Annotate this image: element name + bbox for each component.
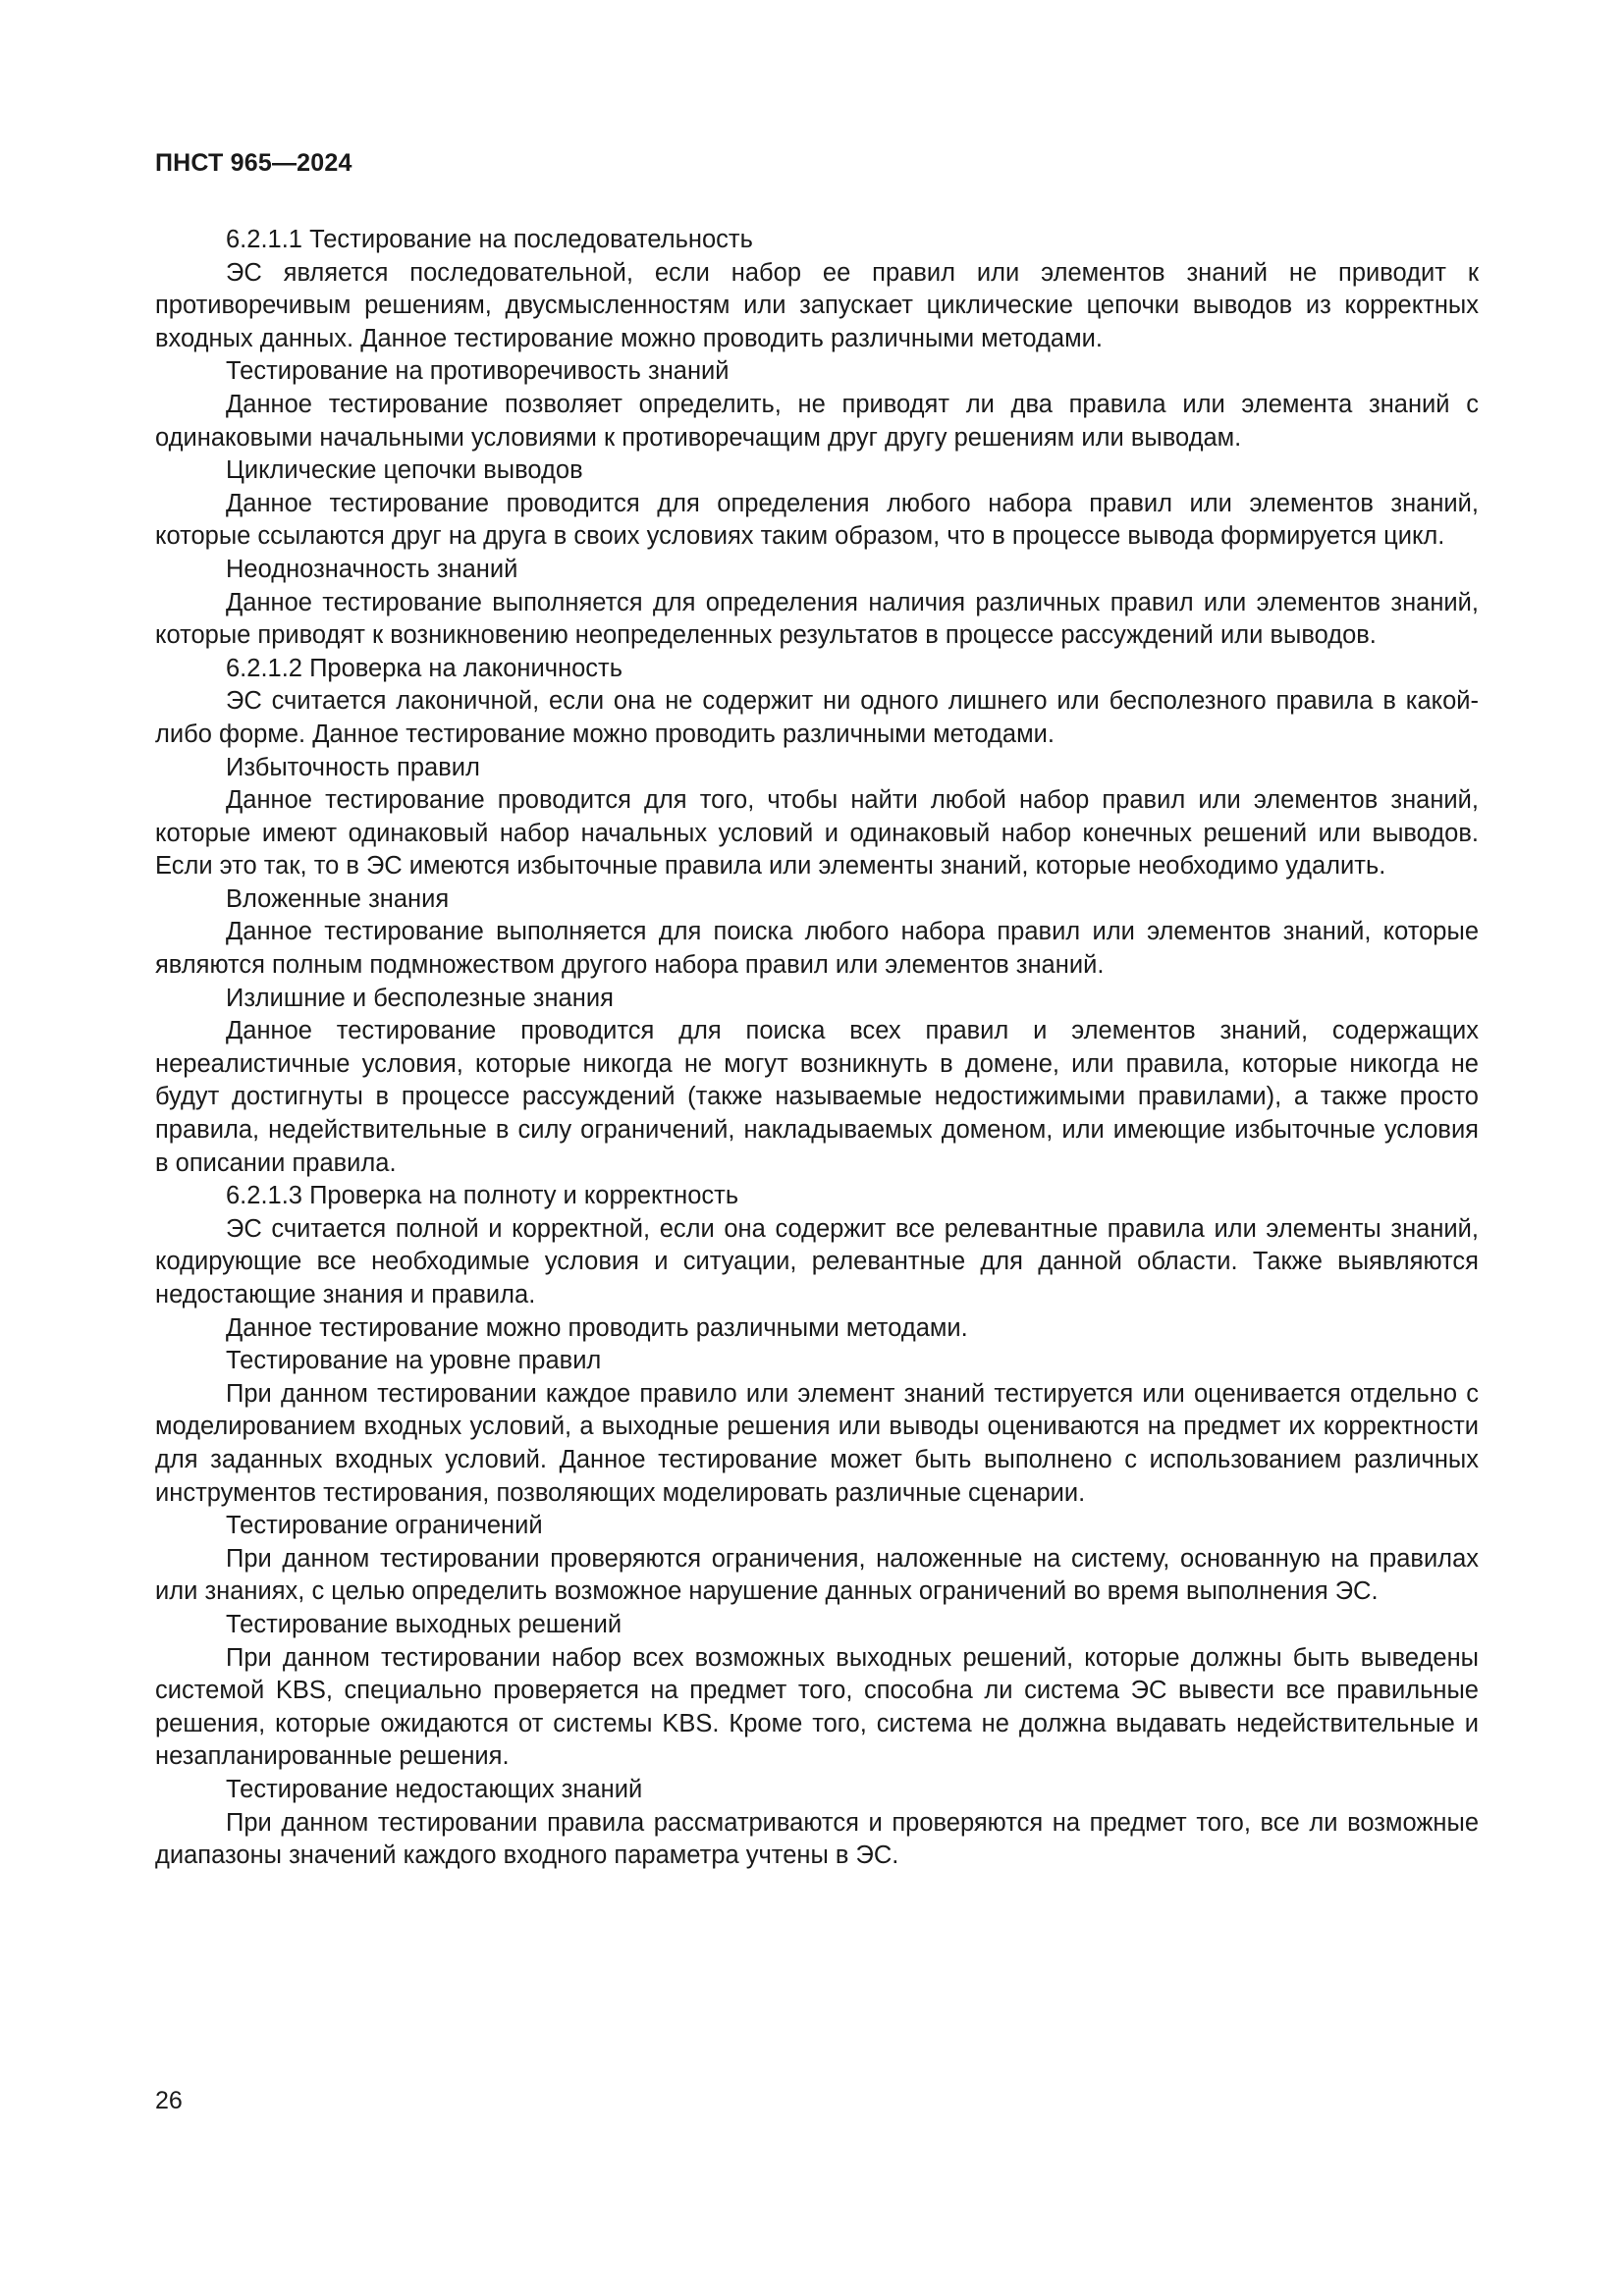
- subsection-heading: Излишние и бесполезные знания: [226, 984, 614, 1012]
- body-paragraph: При данном тестировании каждое правило или элемент знаний тестируется или оценивается отдельно с моделированием входных условий, а выходные решения или выводы оцениваются на предмет их корректности для заданных входных условий. Данное тестирование может быть выполнено с использованием различных инструментов тестирования, позволяющих моделировать различные сценарии.: [155, 1379, 1479, 1507]
- body-paragraph: Данное тестирование позволяет определить, не приводят ли два правила или элемента знаний с одинаковыми начальными условиями к противоречащим друг другу решениям или выводам.: [155, 390, 1479, 452]
- body-paragraph: ЭС считается полной и корректной, если она содержит все релевантные правила или элементы знаний, кодирующие все необходимые условия и ситуации, релевантные для данной области. Также выявляются недостающие знания и правила.: [155, 1214, 1479, 1308]
- body-paragraph: ЭС является последовательной, если набор ее правил или элементов знаний не приводит к противоречивым решениям, двусмысленностям или запускает циклические цепочки выводов из корректных входных данных. Данное тестирование можно проводить различными методами.: [155, 258, 1479, 352]
- body-paragraph: Данное тестирование выполняется для определения наличия различных правил или элементов знаний, которые приводят к возникновению неопределенных результатов в процессе рассуждений или выводов.: [155, 588, 1479, 650]
- body-paragraph: Данное тестирование проводится для поиска всех правил и элементов знаний, содержащих нереалистичные условия, которые никогда не могут возникнуть в домене, или правила, которые никогда не будут достигнуты в процессе рассуждений (также называемые недостижимыми правилами), а также просто правила, недействительные в силу ограничений, накладываемых доменом, или имеющие избыточные условия в описании правила.: [155, 1017, 1479, 1177]
- body-paragraph: Данное тестирование проводится для определения любого набора правил или элементов знаний, которые ссылаются друг на друга в своих условиях таким образом, что в процессе вывода формируется цикл.: [155, 489, 1479, 551]
- body-paragraph: Данное тестирование проводится для того, чтобы найти любой набор правил или элементов знаний, которые имеют одинаковый набор начальных условий и одинаковый набор конечных решений или выводов. Если это так, то в ЭС имеются избыточные правила или элементы знаний, которые необходимо удалить.: [155, 786, 1479, 881]
- subsection-heading: Тестирование на уровне правил: [226, 1347, 602, 1375]
- body-paragraph: Данное тестирование можно проводить различными методами.: [226, 1313, 968, 1342]
- subsection-heading: Тестирование недостающих знаний: [226, 1775, 643, 1803]
- subsection-heading: Неоднозначность знаний: [226, 555, 518, 583]
- subsection-heading: Циклические цепочки выводов: [226, 456, 583, 485]
- subsection-heading: Избыточность правил: [226, 753, 480, 781]
- subsection-heading: Тестирование на противоречивость знаний: [226, 357, 730, 386]
- body-paragraph: ЭС считается лаконичной, если она не содержит ни одного лишнего или бесполезного правила в какой-либо форме. Данное тестирование можно проводить различными методами.: [155, 687, 1479, 748]
- body-paragraph: Данное тестирование выполняется для поиска любого набора правил или элементов знаний, которые являются полным подмножеством другого набора правил или элементов знаний.: [155, 918, 1479, 980]
- section-heading: 6.2.1.3 Проверка на полноту и корректность: [226, 1182, 739, 1210]
- section-heading: 6.2.1.2 Проверка на лаконичность: [226, 654, 623, 682]
- section-heading: 6.2.1.1 Тестирование на последовательность: [226, 226, 753, 253]
- body-paragraph: При данном тестировании проверяются ограничения, наложенные на систему, основанную на правилах или знаниях, с целью определить возможное нарушение данных ограничений во время выполнения ЭС.: [155, 1544, 1479, 1606]
- subsection-heading: Тестирование выходных решений: [226, 1610, 623, 1638]
- document-body: [155, 224, 1479, 1873]
- subsection-heading: Вложенные знания: [226, 884, 450, 913]
- page-number: 26: [155, 2087, 183, 2114]
- subsection-heading: Тестирование ограничений: [226, 1512, 543, 1540]
- document-code: ПНСТ 965—2024: [155, 149, 352, 177]
- body-paragraph: При данном тестировании набор всех возможных выходных решений, которые должны быть выведены системой KBS, специально проверяется на предмет того, способна ли система ЭС вывести все правильные решения, которые ожидаются от системы KBS. Кроме того, система не должна выдавать недействительные и незапланированные решения.: [155, 1643, 1479, 1771]
- body-paragraph: При данном тестировании правила рассматриваются и проверяются на предмет того, все ли возможные диапазоны значений каждого входного параметра учтены в ЭС.: [155, 1808, 1479, 1870]
